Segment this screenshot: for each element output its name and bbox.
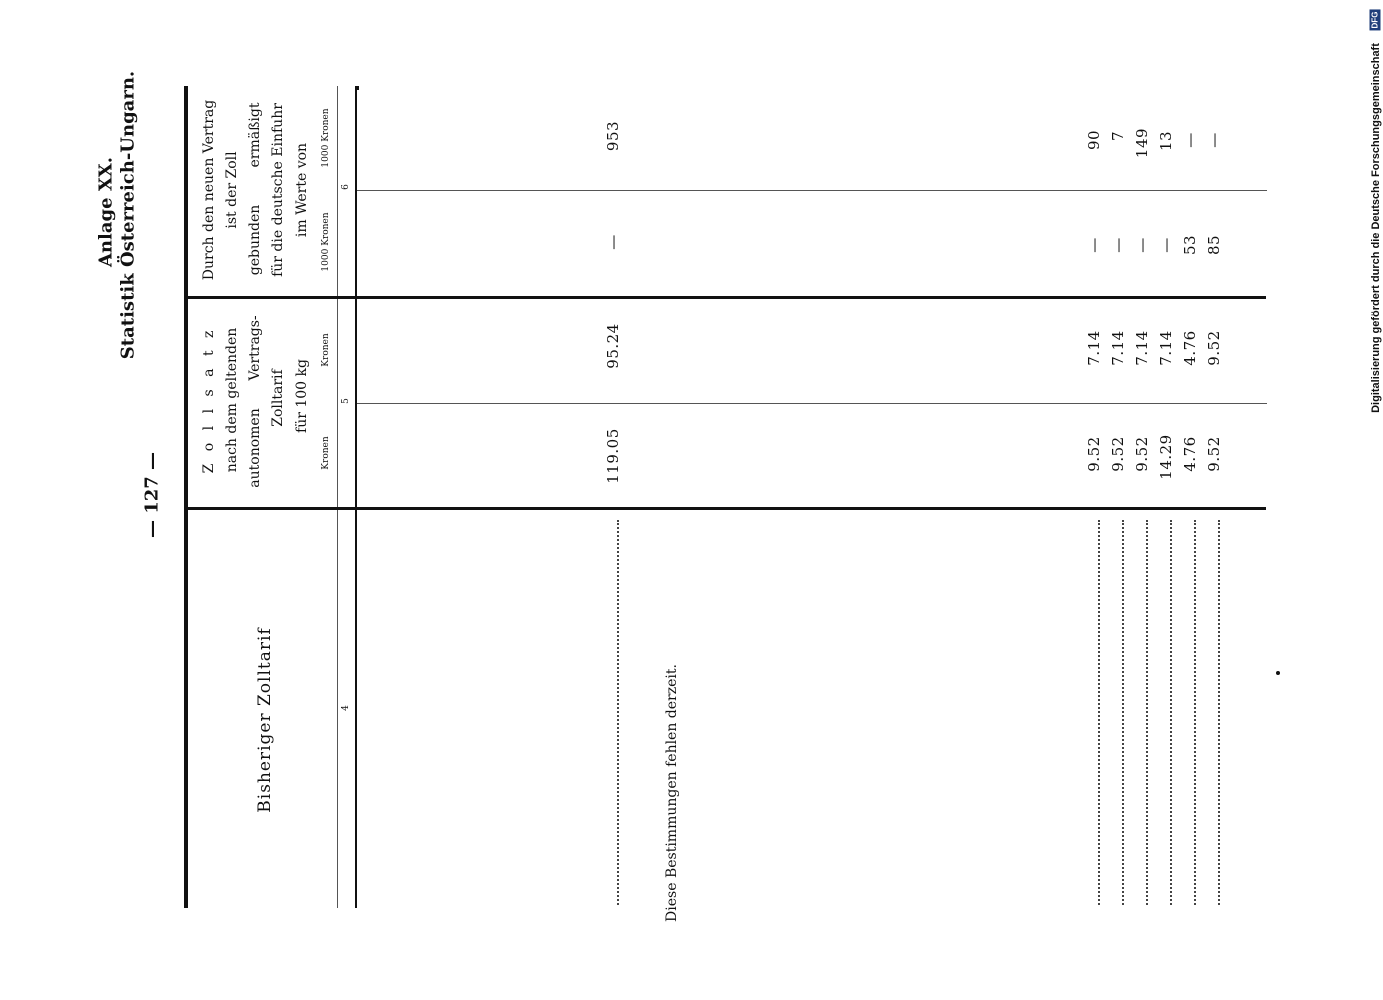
subcolumn-separator-6 xyxy=(357,190,1267,191)
row1-autonom: 119.05 xyxy=(604,428,622,484)
dot-leader-row-4 xyxy=(1146,520,1148,905)
row4-gebunden: — xyxy=(1133,237,1151,253)
row3-autonom: 9.52 xyxy=(1109,436,1127,472)
row6-ermaessigt: — xyxy=(1181,132,1199,148)
col6-header-line1: Durch den neuen Vertrag xyxy=(201,99,217,281)
col4-number: 4 xyxy=(341,705,351,711)
col5-header-line5: für 100 kg xyxy=(294,359,310,433)
col5-number: 5 xyxy=(341,398,351,404)
stray-dot xyxy=(1276,671,1280,675)
row5-gebunden: — xyxy=(1157,237,1175,253)
col6-unit-a: 1000 Kronen xyxy=(321,212,331,272)
row6-gebunden: 53 xyxy=(1181,234,1199,256)
row2-ermaessigt: 90 xyxy=(1085,129,1103,151)
header-divider-line xyxy=(355,86,357,908)
row7-gebunden: 85 xyxy=(1205,234,1223,256)
row4-ermaessigt: 149 xyxy=(1133,127,1151,159)
dot-leader-row-2 xyxy=(1098,520,1100,905)
header-number-line xyxy=(337,86,338,908)
col6-header-line5: im Werte von xyxy=(294,142,310,238)
digitization-note: Digitalisierung gefördert durch die Deutsche Forschungsgemeinschaft xyxy=(1370,43,1382,413)
row6-vertrag: 4.76 xyxy=(1181,330,1199,366)
subcolumn-separator-5 xyxy=(357,403,1267,404)
row3-gebunden: — xyxy=(1109,237,1127,253)
row4-vertrag: 7.14 xyxy=(1133,330,1151,366)
row2-autonom: 9.52 xyxy=(1085,436,1103,472)
row2-vertrag: 7.14 xyxy=(1085,330,1103,366)
column-separator-4-5 xyxy=(188,507,1266,510)
col5-unit-a: Kronen xyxy=(321,436,331,470)
row7-autonom: 9.52 xyxy=(1205,436,1223,472)
dot-leader-row-6 xyxy=(1194,520,1196,905)
col5-header-line4: Zolltarif xyxy=(270,369,286,427)
row5-ermaessigt: 13 xyxy=(1157,130,1175,152)
appendix-subtitle: Statistik Österreich-Ungarn. xyxy=(117,70,139,360)
note-text: Diese Bestimmungen fehlen derzeit. xyxy=(664,664,680,922)
row1-gebunden: — xyxy=(604,234,622,250)
col4-header: Bisheriger Zolltarif xyxy=(255,627,275,813)
page-number: — 127 — xyxy=(141,451,163,539)
row6-autonom: 4.76 xyxy=(1181,436,1199,472)
row3-vertrag: 7.14 xyxy=(1109,330,1127,366)
col6-header-ermaessigt: ermäßigt xyxy=(247,102,263,168)
col5-header-line2: nach dem geltenden xyxy=(224,327,240,473)
col6-unit-b: 1000 Kronen xyxy=(321,108,331,168)
table-right-border xyxy=(355,86,359,90)
column-separator-5-6 xyxy=(188,296,1266,299)
dfg-logo: DFG xyxy=(1370,11,1380,29)
row1-ermaessigt: 953 xyxy=(604,120,622,152)
col5-header-autonomen: autonomen xyxy=(247,408,263,488)
col6-header-gebunden: gebunden xyxy=(247,204,263,276)
row3-ermaessigt: 7 xyxy=(1109,130,1127,142)
col6-header-line4: für die deutsche Einfuhr xyxy=(270,103,286,277)
row7-vertrag: 9.52 xyxy=(1205,330,1223,366)
col6-header-line2: ist der Zoll xyxy=(224,151,240,229)
col5-header-line1: Z o l l s a t z xyxy=(201,326,217,474)
row5-autonom: 14.29 xyxy=(1157,434,1175,480)
appendix-title: Anlage XX. xyxy=(95,156,117,268)
row1-vertrag: 95.24 xyxy=(604,323,622,369)
col6-number: 6 xyxy=(341,184,351,190)
col5-header-vertrags: Vertrags- xyxy=(247,315,263,381)
table-top-border xyxy=(184,86,188,908)
row5-vertrag: 7.14 xyxy=(1157,330,1175,366)
row2-gebunden: — xyxy=(1085,237,1103,253)
col5-unit-b: Kronen xyxy=(321,333,331,367)
dot-leader-row-7 xyxy=(1218,520,1220,905)
row4-autonom: 9.52 xyxy=(1133,436,1151,472)
dot-leader-row-3 xyxy=(1122,520,1124,905)
dot-leader-row-5 xyxy=(1170,520,1172,905)
dot-leader-row-1 xyxy=(617,520,619,905)
row7-ermaessigt: — xyxy=(1205,132,1223,148)
